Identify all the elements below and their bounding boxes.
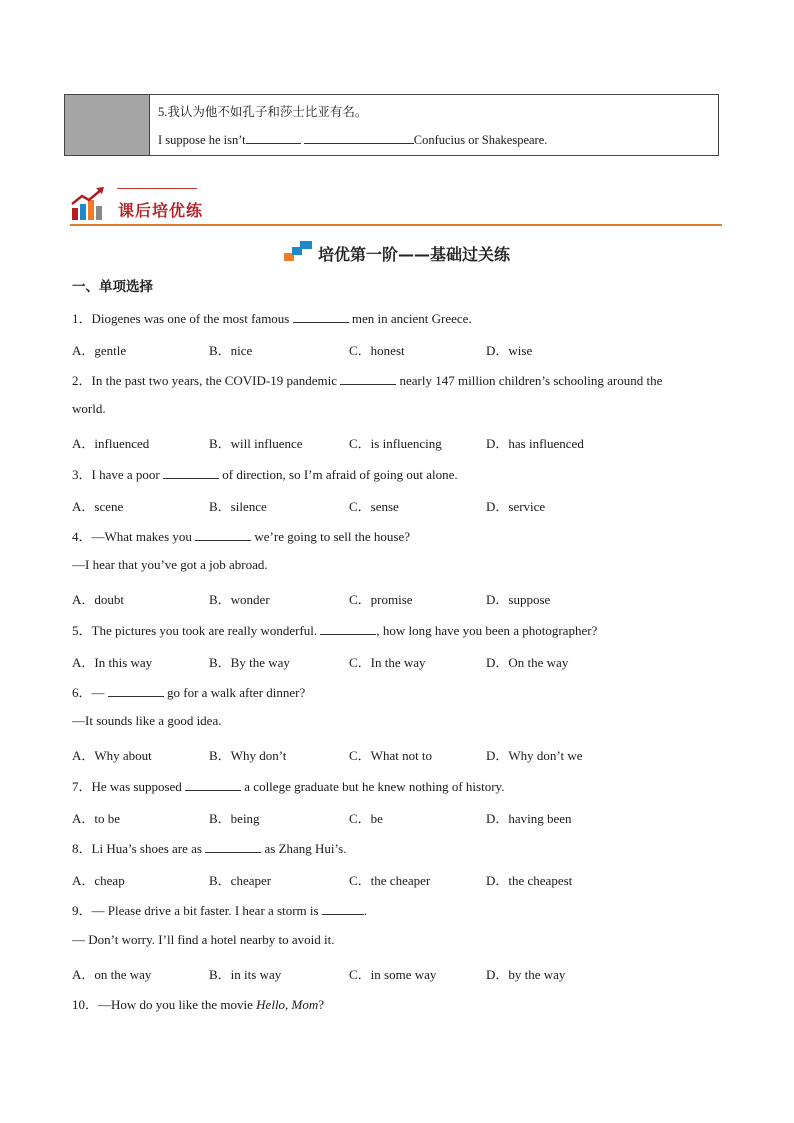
section-rule	[70, 224, 722, 226]
question-text: —What makes you	[91, 529, 196, 544]
question-text: , how long have you been a photographer?	[376, 623, 598, 638]
option-a[interactable]: A．scene	[72, 499, 124, 514]
option-d[interactable]: D．On the way	[486, 655, 569, 670]
question-10	[72, 994, 324, 1013]
question-text: as Zhang Hui’s.	[261, 841, 347, 856]
question-7	[72, 776, 504, 795]
answer-blank[interactable]	[195, 528, 251, 541]
answer-blank[interactable]	[293, 310, 349, 323]
answer-blank[interactable]	[320, 622, 376, 635]
answer-blank[interactable]	[304, 131, 414, 144]
translation-table	[64, 94, 719, 156]
question-text: .	[363, 903, 368, 918]
question-text: of direction, so I’m afraid of going out alone.	[218, 467, 458, 482]
option-c[interactable]: C．be	[349, 811, 383, 826]
option-d[interactable]: D．Why don’t we	[486, 748, 583, 763]
option-c[interactable]: C．in some way	[349, 967, 437, 982]
answer-blank[interactable]	[205, 840, 261, 853]
question-continuation: —It sounds like a good idea.	[72, 713, 222, 728]
question-number: 8．	[72, 841, 92, 856]
question-number: 2．	[72, 373, 92, 388]
question-number: 10．	[72, 997, 99, 1012]
option-c[interactable]: C．What not to	[349, 748, 433, 763]
question-text: He was supposed	[91, 779, 186, 794]
answer-blank[interactable]	[246, 131, 301, 144]
question-number: 3．	[72, 467, 92, 482]
question-number: 9．	[72, 903, 92, 918]
option-b[interactable]: B．silence	[209, 499, 267, 514]
question-number: 7．	[72, 779, 92, 794]
question-5	[72, 620, 597, 639]
question-9	[72, 900, 367, 919]
sentence-part: Confucius or Shakespeare.	[413, 133, 548, 147]
chinese-sentence: 5.我认为他不如孔子和莎士比亚有名。	[158, 105, 368, 119]
sentence-part: I suppose he isn’t	[158, 133, 246, 147]
option-d[interactable]: D．has influenced	[486, 436, 584, 451]
answer-blank[interactable]	[322, 902, 364, 915]
option-d[interactable]: D．suppose	[486, 592, 551, 607]
question-text: nearly 147 million children’s schooling around the	[396, 373, 663, 388]
table-content-cell	[150, 95, 718, 155]
question-text: The pictures you took are really wonderful.	[91, 623, 321, 638]
option-b[interactable]: B．being	[209, 811, 260, 826]
option-a[interactable]: A．to be	[72, 811, 121, 826]
question-text: In the past two years, the COVID-19 pandemic	[91, 373, 341, 388]
option-a[interactable]: A．In this way	[72, 655, 153, 670]
question-6	[72, 682, 305, 701]
question-3	[72, 464, 458, 483]
stairs-icon	[284, 239, 314, 263]
question-2	[72, 370, 662, 389]
answer-blank[interactable]	[108, 684, 164, 697]
option-c[interactable]: C．In the way	[349, 655, 426, 670]
option-c[interactable]: C．the cheaper	[349, 873, 431, 888]
answer-blank[interactable]	[340, 372, 396, 385]
question-number: 5．	[72, 623, 92, 638]
question-number: 1．	[72, 311, 92, 326]
english-sentence	[158, 131, 710, 148]
option-d[interactable]: D．having been	[486, 811, 572, 826]
option-b[interactable]: B．Why don’t	[209, 748, 287, 763]
option-a[interactable]: A．doubt	[72, 592, 125, 607]
question-number: 4．	[72, 529, 92, 544]
part-heading: 一、单项选择	[72, 279, 153, 295]
question-text: a college graduate but he knew nothing of history.	[241, 779, 505, 794]
option-a[interactable]: A．on the way	[72, 967, 152, 982]
option-b[interactable]: B．in its way	[209, 967, 282, 982]
option-b[interactable]: B．will influence	[209, 436, 303, 451]
option-a[interactable]: A．gentle	[72, 343, 127, 358]
growth-chart-icon	[70, 186, 106, 222]
option-c[interactable]: C．promise	[349, 592, 413, 607]
option-b[interactable]: B．cheaper	[209, 873, 272, 888]
question-1	[72, 308, 472, 327]
option-d[interactable]: D．the cheapest	[486, 873, 573, 888]
question-continuation: world.	[72, 401, 106, 416]
option-a[interactable]: A．cheap	[72, 873, 125, 888]
question-text: Diogenes was one of the most famous	[91, 311, 293, 326]
level-title	[0, 236, 794, 268]
option-a[interactable]: A．Why about	[72, 748, 152, 763]
option-d[interactable]: D．by the way	[486, 967, 566, 982]
section-header	[70, 186, 722, 226]
question-text: Li Hua’s shoes are as	[91, 841, 206, 856]
option-d[interactable]: D．wise	[486, 343, 533, 358]
question-text: ?	[318, 997, 325, 1012]
question-text: —	[91, 685, 108, 700]
option-d[interactable]: D．service	[486, 499, 546, 514]
title-overline	[117, 188, 197, 189]
question-text: we’re going to sell the house?	[251, 529, 410, 544]
section-title: 课后培优练	[118, 201, 204, 220]
answer-blank[interactable]	[163, 466, 219, 479]
question-4	[72, 526, 410, 545]
option-c[interactable]: C．sense	[349, 499, 399, 514]
option-c[interactable]: C．honest	[349, 343, 405, 358]
question-text: — Please drive a bit faster. I hear a storm is	[91, 903, 322, 918]
level-title-text: 培优第一阶——基础过关练	[317, 245, 510, 264]
table-gray-cell	[65, 95, 150, 155]
movie-title: Hello, Mom	[256, 997, 319, 1012]
question-text: men in ancient Greece.	[348, 311, 472, 326]
question-8	[72, 838, 346, 857]
option-b[interactable]: B．By the way	[209, 655, 290, 670]
question-text: —How do you like the movie	[98, 997, 257, 1012]
option-b[interactable]: B．wonder	[209, 592, 270, 607]
question-continuation: —I hear that you’ve got a job abroad.	[72, 557, 268, 572]
option-b[interactable]: B．nice	[209, 343, 253, 358]
option-c[interactable]: C．is influencing	[349, 436, 442, 451]
question-text: go for a walk after dinner?	[163, 685, 306, 700]
question-continuation: — Don’t worry. I’ll find a hotel nearby to avoid it.	[72, 932, 335, 947]
answer-blank[interactable]	[185, 778, 241, 791]
option-a[interactable]: A．influenced	[72, 436, 150, 451]
question-text: I have a poor	[91, 467, 163, 482]
question-number: 6．	[72, 685, 92, 700]
